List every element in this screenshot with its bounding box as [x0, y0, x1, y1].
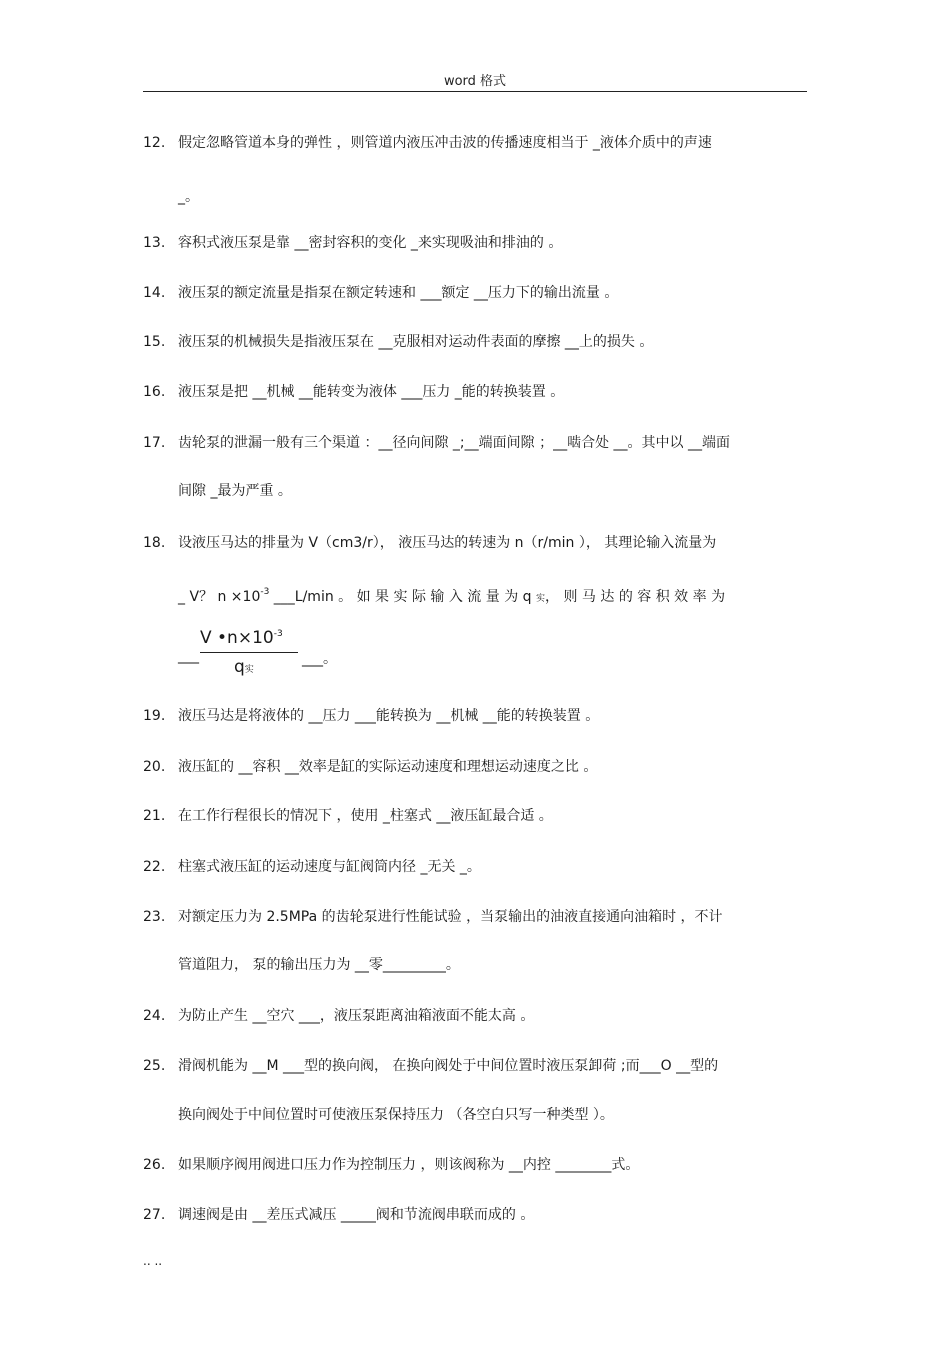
page-header-title: word 格式 — [443, 74, 507, 89]
question-number: 23. — [143, 909, 166, 925]
question-number: 26. — [143, 1157, 166, 1173]
question-text: 液压马达是将液体的 __压力 ___能转换为 __机械 __能的转换装置 。 — [178, 708, 600, 724]
q18-line-2-tail: ， 则 马 达 的 容 积 效 率 为 — [545, 589, 726, 605]
formula-exponent: -3 — [273, 629, 283, 639]
question-text: 假定忽略管道本身的弹性 ，则管道内液压冲击波的传播速度相当于 _液体介质中的声速 — [178, 135, 712, 151]
formula-denominator-subscript: 实 — [244, 665, 254, 675]
q18-efficiency-formula — [178, 626, 378, 682]
question-text: 在工作行程很长的情况下 ，使用 _柱塞式 __液压缸最合适 。 — [178, 808, 553, 824]
q18-line-2-text: ___L/min 。 如 果 实 际 输 入 流 量 为 q — [269, 589, 532, 605]
question-number: 15. — [143, 334, 166, 350]
question-number: 19. — [143, 708, 166, 724]
question-number: 13. — [143, 235, 166, 251]
question-23-continuation: 管道阻力， 泵的输出压力为 __零_________。 — [178, 957, 460, 973]
formula-denominator — [234, 657, 254, 677]
question-text: 滑阀机能为 __M ___型的换向阀， 在换向阀处于中间位置时液压泵卸荷 ;而___O __型的 — [178, 1058, 719, 1074]
formula-lead-blank: ___ — [178, 648, 199, 664]
question-text: 容积式液压泵是靠 __密封容积的变化 _来实现吸油和排油的 。 — [178, 235, 563, 251]
question-text: 对额定压力为 2.5MPa 的齿轮泵进行性能试验 ，当泵输出的油液直接通向油箱时 ，不计 — [178, 909, 723, 925]
question-number: 21. — [143, 808, 166, 824]
fraction-bar — [200, 652, 298, 653]
formula-numerator — [200, 628, 283, 648]
question-17-continuation: 间隙 _最为严重 。 — [178, 483, 292, 499]
question-text: 液压泵的机械损失是指液压泵在 __克服相对运动件表面的摩擦 __上的损失 。 — [178, 334, 654, 350]
formula-trail-blank: ___。 — [302, 651, 337, 667]
formula-numerator-text: V •n×10 — [200, 628, 274, 648]
question-number: 12. — [143, 135, 166, 151]
question-number: 14. — [143, 285, 166, 301]
question-number: 27. — [143, 1207, 166, 1223]
question-text: 齿轮泵的泄漏一般有三个渠道 ：__径向间隙 _;__端面间隙 ；__啮合处 __。其中以 __端面 — [178, 435, 730, 451]
formula-denominator-text: q — [234, 657, 245, 677]
q18-subscript: 实 — [536, 594, 546, 604]
question-12-continuation: _。 — [178, 189, 199, 205]
question-text: 为防止产生 __空穴 ___，液压泵距离油箱液面不能太高 。 — [178, 1008, 535, 1024]
question-text: 柱塞式液压缸的运动速度与缸阀筒内径 _无关 _。 — [178, 859, 481, 875]
question-text: 如果顺序阀用阀进口压力作为控制压力 ，则该阀称为 __内控 ________式。 — [178, 1157, 640, 1173]
question-number: 25. — [143, 1058, 166, 1074]
question-18-line-2 — [178, 582, 725, 609]
page-footer-dots: .. .. — [143, 1254, 163, 1268]
header-rule — [143, 91, 807, 92]
question-25-continuation: 换向阀处于中间位置时可使液压泵保持压力 （各空白只写一种类型 ）。 — [178, 1107, 614, 1123]
question-number: 24. — [143, 1008, 166, 1024]
question-text: 调速阀是由 __差压式减压 _____阀和节流阀串联而成的 。 — [178, 1207, 535, 1223]
question-text: 液压泵的额定流量是指泵在额定转速和 ___额定 __压力下的输出流量 。 — [178, 285, 619, 301]
question-number: 16. — [143, 384, 166, 400]
q18-flow-expression: _ V？ n ×10 — [178, 589, 261, 605]
question-text: 设液压马达的排量为 V（cm3/r）， 液压马达的转速为 n（r/min ）， 其理论输入流量为 — [178, 535, 717, 551]
q18-exponent: -3 — [260, 587, 270, 597]
question-text: 液压缸的 __容积 __效率是缸的实际运动速度和理想运动速度之比 。 — [178, 759, 598, 775]
question-number: 22. — [143, 859, 166, 875]
question-number: 17. — [143, 435, 166, 451]
question-number: 20. — [143, 759, 166, 775]
question-number: 18. — [143, 535, 166, 551]
question-text: 液压泵是把 __机械 __能转变为液体 ___压力 _能的转换装置 。 — [178, 384, 565, 400]
